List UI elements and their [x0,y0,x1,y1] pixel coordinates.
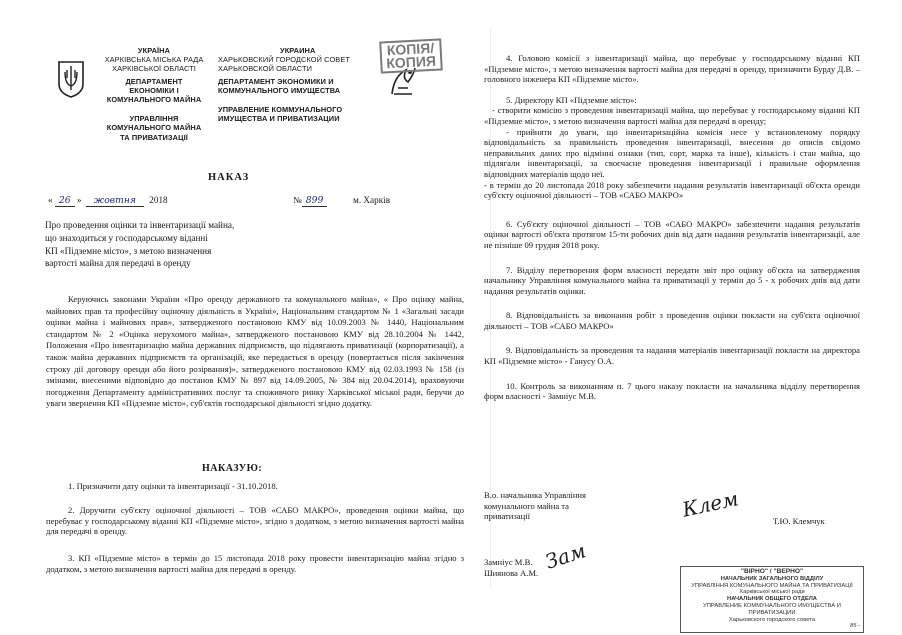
subject-line: що знаходиться у господарському віданні [45,232,208,243]
header-right-dept1: ДЕПАРТАМЕНТ ЭКОНОМИКИ И [218,76,334,86]
stamp-signature-end: 85 - [850,623,860,630]
header-left-mgmt3: ТА ПРИВАТИЗАЦІЇ [120,132,188,142]
signature-position-line: приватизації [484,511,530,522]
order-item: 6. Суб'єкту оціночної діяльності – ТОВ «САБО МАКРО» забезпечити надання результатів оцінки вартості об'єкта протягом 15-ти робочих днів від дати надання результатів інвентаризації, але не пізніше 09 грудня 2018 року. [484,218,860,250]
header-left-line2: ХАРКІВСЬКА МІСЬКА РАДА [104,55,204,65]
stamp-line: УПРАВЛІННЯ КОМУНАЛЬНОГО МАЙНА ТА ПРИВАТИЗАЦІЇ [691,582,853,589]
order-item: 8. Відповідальність за виконання робіт з проведення оцінки покласти на суб'єкта оціночної діяльності – ТОВ «САБО МАКРО» [484,310,860,331]
stamp-line: УПРАВЛЕНИЕ КОММУНАЛЬНОГО ИМУЩЕСТВА И ПРИВАТИЗАЦИИ [703,602,841,616]
order-title: НАКАЗ [208,172,250,183]
header-right-titles [218,46,368,123]
header-right-line1: УКРАИНА [280,46,316,55]
header-left-line3: ХАРКІВСЬКОЇ ОБЛАСТІ [112,64,196,74]
approval-name: Замніус М.В. [484,557,533,567]
copy-stamp [379,38,442,73]
order-item: 1. Призначити дату оцінки та інвентаризації - 31.10.2018. [68,481,278,491]
order-subject [45,219,285,270]
order-item: 5. Директору КП «Підземне місто»: [506,94,637,105]
stamp-line: Харківської міської ради [739,589,805,596]
subject-line: вартості майна для передачі в оренду [45,258,191,269]
header-right-line2: ХАРЬКОВСКИЙ ГОРОДСКОЙ СОВЕТ [218,55,350,65]
date-day: 26 [55,195,75,207]
subject-line: Про проведення оцінки та інвентаризації майна, [45,220,235,230]
order-item: 3. КП «Підземне місто» в термін до 15 листопада 2018 року провести інвентаризацію майна згідно з додатком, з метою визначення вартості майна для передачі в оренду. [46,553,464,574]
date-quote-open: « [48,195,53,205]
header-left-dept1: ДЕПАРТАМЕНТ [125,76,183,86]
order-item: 2. Доручити суб'єкту оціночної діяльності – ТОВ «САБО МАКРО», проведення оцінки майна, що перебуває у господарському віданні КП «Підземне місто», згідно з додатком, з метою визначення вартості майна для передачі в оренду. [46,505,464,537]
coat-of-arms-icon [57,60,85,98]
order-item: 9. Відповідальність за проведення та надання матеріалів інвентаризації покласти на директора КП «Підземне місто» - Ганусу О.А. [484,345,860,367]
header-left-dept3: КОМУНАЛЬНОГО МАЙНА [106,95,202,105]
order-date-line [48,195,428,209]
signature-name: Т.Ю. Клемчук [773,516,825,526]
header-left-mgmt2: КОМУНАЛЬНОГО МАЙНА [106,123,202,133]
header-left-mgmt1: УПРАВЛІННЯ [129,114,179,124]
signature-position-line: комунального майна та [484,500,569,511]
header-right-dept2: КОММУНАЛЬНОГО ИМУЩЕСТВА [218,85,341,95]
order-preamble: Керуючись законами України «Про оренду державного та комунального майна», « Про оцінку майна, майнових прав та професійну оціночну діяльність в Україні», Національним стандартом № 1 «Загальні засади оцінки майна і майнових прав», затвердженого постановою КМУ від 10.09.2003 № 1440, Національним стандартом № 2 «Оцінка нерухомого майна», затвердженого постановою КМУ від 28.10.2004 № 1442, Положення «Про інвентаризацію майна державних підприємств, що підлягають приватизації (корпоратизації), а також майна державних підприємств та організацій, яке передається в оренду (повертається після закінчення строку дії договору оренди або його розірвання)», затвердженого постановою КМУ від 02.03.1993 № 158 (із змінами, внесеними відповідно до постанов КМУ № 897 від 14.09.2005, № 384 від 20.04.2014), враховуючи погодження Департаменту адміністративних послуг та споживчого ринку Харківської міської ради, беручи до уваги звернення КП «Підземне місто», суб'єктів господарської діяльності згідно додатку. [46,294,464,409]
subject-line: КП «Підземне місто», з метою визначення [45,245,212,256]
orders-heading: НАКАЗУЮ: [202,463,263,474]
header-right-line3: ХАРЬКОВСКОЙ ОБЛАСТИ [218,64,313,74]
order-item: 4. Головою комісії з інвентаризації майна, що перебуває у господарському віданні КП «Підземне місто», з метою визначення вартості майна для передачі в оренду, призначити Бурду Д.В. – головного інженера КП «Підземне місто». [484,53,860,85]
order-right-column [484,53,860,402]
stamp-line: НАЧАЛЬНИК ЗАГАЛЬНОГО ВІДДІЛУ [720,575,824,582]
copy-stamp-line1: КОПІЯ/ [386,39,435,59]
signature-position [484,490,654,522]
order-number-prefix: № [293,195,302,205]
order-city: м. Харків [353,195,391,205]
header-right-mgmt1: УПРАВЛЕНИЕ КОММУНАЛЬНОГО [218,105,343,115]
stamp-line: Харьковского городского совета [728,616,816,623]
verification-stamp [680,566,864,633]
order-item: - в термін до 20 листопада 2018 року забезпечити надання результатів інвентаризації об'єкта оренди суб'єкту оціночної діяльності – ТОВ «САБО МАКРО» [484,179,860,201]
stamp-line: "ВІРНО" / "ВЕРНО" [740,568,804,575]
header-right-mgmt2: ИМУЩЕСТВА И ПРИВАТИЗАЦИИ [218,114,340,124]
order-item: 7. Відділу перетворення форм власності передати звіт про оцінку об'єкта на затвердження начальнику Управління комунального майна та приватизації у термін до 5 - х робочих днів від дати надання результатів оцінки. [484,264,860,296]
order-number: 899 [302,195,328,207]
order-item: 10. Контроль за виконанням п. 7 цього наказу покласти на начальника відділу перетворення форм власності - Замніус М.В. [484,380,860,402]
stamp-line: НАЧАЛЬНИК ОБЩЕГО ОТДЕЛА [727,596,817,603]
approval-name: Шиянова А.М. [484,567,539,578]
order-item: - створити комісію з проведення інвентаризації майна, що перебуває у господарському віданні КП «Підземне місто», з метою визначення вартості майна для передачі в оренду; [484,105,860,126]
date-month: жовтня [86,195,144,207]
header-left-dept2: ЕКОНОМІКИ І [129,85,179,95]
order-item: - прийняти до уваги, що інвентаризаційна комісія несе у встановленому порядку відповідальність за правильність проведення інвентаризації, внесення до описів свідомо неправильних даних про відмінні ознаки (тип, сорт, марка та інше), кількість і стан майна, що підлягали інвентаризації, за своєчасне проведення інвентаризації і правильне оформлення відповідних матеріалів щодо неї. [484,126,860,179]
date-quote-close: » [76,195,82,205]
copy-stamp-line2: КОПИЯ [385,52,437,72]
header-left-titles [90,46,218,142]
signature-position-line: В.о. начальника Управління [484,490,586,500]
approval-scrawl: Зам [542,538,589,574]
handwritten-signature: Клем [680,486,741,522]
date-year: 2018 [149,195,168,205]
header-left-line1: УКРАЇНА [137,46,171,55]
